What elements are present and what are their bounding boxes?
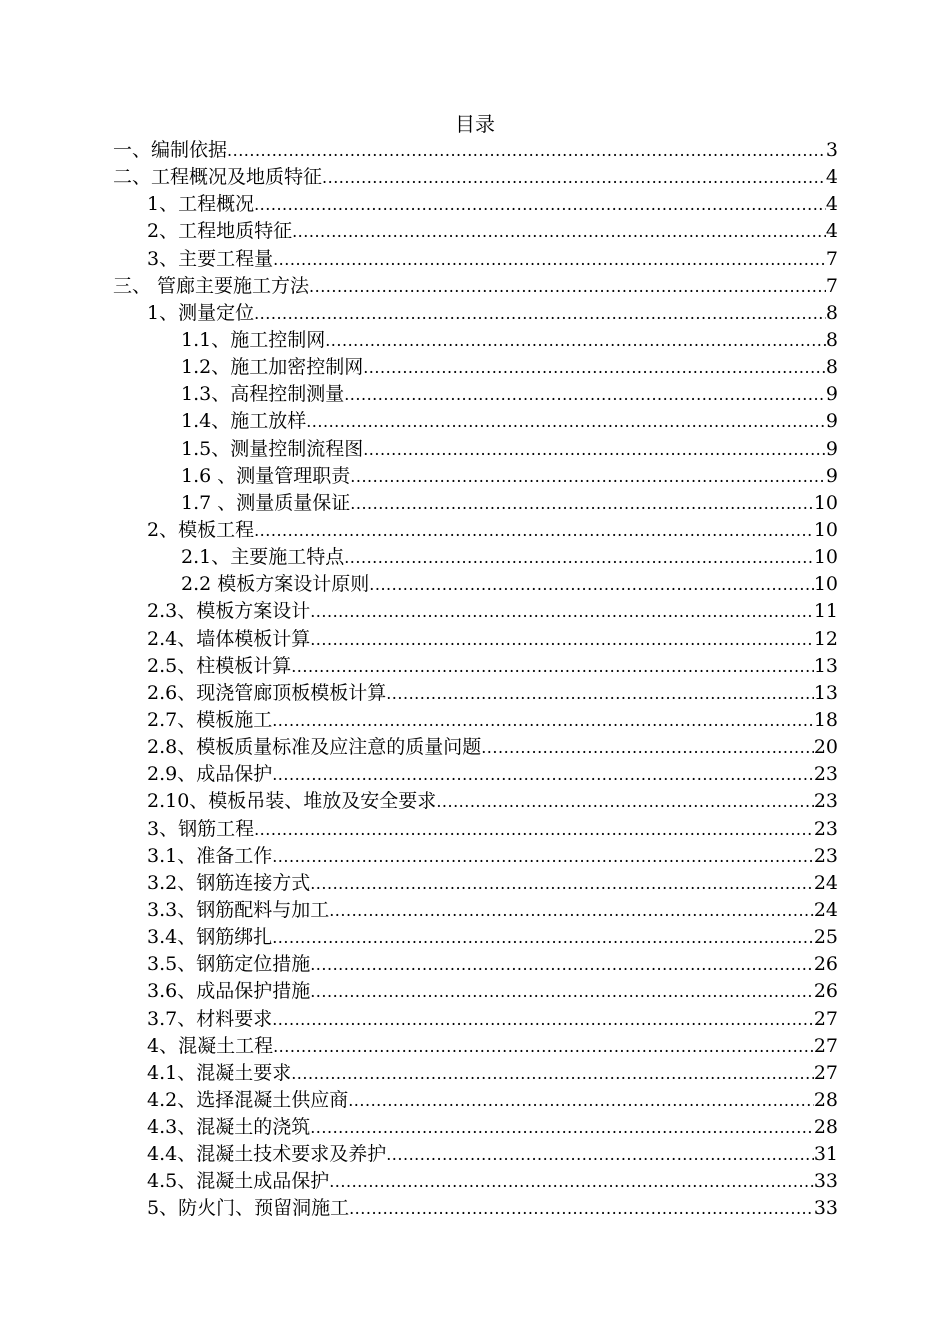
toc-entry[interactable]: [113, 1114, 838, 1141]
toc-title: 目录: [455, 112, 495, 136]
toc-entry-text: 3.6、成品保护措施: [147, 980, 311, 1003]
toc-entry-text: 2.2 模板方案设计原则: [181, 573, 370, 596]
toc-page-number: 28: [813, 1088, 838, 1111]
toc-page-number: 9: [825, 383, 838, 406]
toc-entry-text: 4.2、选择混凝土供应商: [147, 1088, 349, 1111]
toc-page-number: 23: [813, 763, 838, 786]
toc-page-number: 10: [813, 491, 838, 514]
toc-entry-text: 4、混凝土工程: [147, 1034, 274, 1057]
toc-entry-text: 1、测量定位: [147, 301, 255, 324]
toc-entry[interactable]: [113, 490, 838, 517]
toc-entry[interactable]: [113, 327, 838, 354]
toc-dot-leader: [349, 1195, 814, 1222]
toc-entry[interactable]: [113, 1195, 838, 1222]
toc-entry-text: 1.7 、测量质量保证: [181, 491, 351, 514]
toc-entry-text: 1.3、高程控制测量: [181, 383, 345, 406]
toc-entry[interactable]: [113, 653, 838, 680]
toc-entry[interactable]: [113, 816, 838, 843]
toc-page-number: 7: [825, 274, 838, 297]
toc-entry[interactable]: [113, 734, 838, 761]
toc-dot-leader: [329, 897, 814, 924]
toc-entry[interactable]: [113, 517, 838, 544]
toc-page-number: 9: [825, 410, 838, 433]
toc-page-number: 31: [813, 1143, 838, 1166]
toc-page-number: 33: [813, 1197, 838, 1220]
toc-dot-leader: [309, 273, 826, 300]
toc-entry-text: 1.1、施工控制网: [181, 328, 326, 351]
toc-entry[interactable]: [113, 1168, 838, 1195]
toc-entry-text: 2.8、模板质量标准及应注意的质量问题: [147, 736, 482, 759]
toc-entry[interactable]: [113, 463, 838, 490]
toc-entry-text: 2.4、墙体模板计算: [147, 627, 311, 650]
toc-page-number: 7: [825, 247, 838, 270]
toc-entry[interactable]: [113, 897, 838, 924]
toc-entry-text: 3.4、钢筋绑扎: [147, 926, 273, 949]
toc-page-number: 23: [813, 817, 838, 840]
toc-dot-leader: [272, 843, 814, 870]
toc-entry[interactable]: [113, 843, 838, 870]
toc-page-number: 27: [813, 1034, 838, 1057]
toc-entry-text: 二、工程概况及地质特征: [113, 166, 323, 189]
toc-entry-text: 3.1、准备工作: [147, 844, 273, 867]
toc-entry[interactable]: [113, 218, 838, 245]
toc-dot-leader: [273, 1033, 814, 1060]
toc-dot-leader: [272, 924, 814, 951]
toc-dot-leader: [348, 1087, 814, 1114]
toc-dot-leader: [292, 218, 826, 245]
toc-dot-leader: [363, 436, 826, 463]
toc-entry-text: 4.3、混凝土的浇筑: [147, 1116, 311, 1139]
toc-dot-leader: [254, 816, 814, 843]
toc-list: [113, 137, 838, 1223]
toc-entry-text: 2.3、模板方案设计: [147, 600, 311, 623]
toc-dot-leader: [310, 626, 814, 653]
toc-entry[interactable]: [113, 354, 838, 381]
toc-page-number: 25: [813, 926, 838, 949]
toc-dot-leader: [363, 354, 826, 381]
toc-page-number: 4: [825, 220, 838, 243]
toc-dot-leader: [272, 707, 814, 734]
toc-entry[interactable]: [113, 1087, 838, 1114]
toc-entry-text: 三、 管廊主要施工方法: [113, 274, 310, 297]
toc-entry[interactable]: [113, 381, 838, 408]
toc-page-number: 4: [825, 166, 838, 189]
toc-entry[interactable]: [113, 1006, 838, 1033]
toc-entry-text: 3.2、钢筋连接方式: [147, 871, 311, 894]
toc-entry[interactable]: [113, 788, 838, 815]
toc-dot-leader: [329, 1168, 814, 1195]
toc-dot-leader: [254, 300, 826, 327]
toc-dot-leader: [254, 517, 814, 544]
toc-entry[interactable]: [113, 300, 838, 327]
toc-dot-leader: [322, 164, 826, 191]
toc-page-number: 26: [813, 980, 838, 1003]
toc-entry[interactable]: [113, 680, 838, 707]
toc-entry-text: 2.9、成品保护: [147, 763, 273, 786]
toc-dot-leader: [272, 761, 814, 788]
toc-entry[interactable]: [113, 571, 838, 598]
toc-entry-text: 3、钢筋工程: [147, 817, 255, 840]
toc-entry[interactable]: [113, 1033, 838, 1060]
toc-entry-text: 4.1、混凝土要求: [147, 1061, 292, 1084]
toc-page-number: 13: [813, 654, 838, 677]
toc-entry-text: 2.5、柱模板计算: [147, 654, 292, 677]
toc-entry-text: 2、模板工程: [147, 518, 255, 541]
toc-entry[interactable]: [113, 191, 838, 218]
toc-entry-text: 5、防火门、预留洞施工: [147, 1197, 350, 1220]
toc-entry-text: 3、主要工程量: [147, 247, 274, 270]
toc-entry-text: 3.7、材料要求: [147, 1007, 273, 1030]
toc-dot-leader: [386, 1141, 814, 1168]
toc-entry-text: 2.6、现浇管廊顶板模板计算: [147, 681, 387, 704]
toc-page-number: 24: [813, 898, 838, 921]
toc-dot-leader: [227, 137, 826, 164]
toc-page-number: 12: [813, 627, 838, 650]
toc-entry[interactable]: [113, 1060, 838, 1087]
toc-page-number: 8: [825, 356, 838, 379]
toc-page-number: 4: [825, 193, 838, 216]
toc-dot-leader: [306, 408, 826, 435]
toc-page-number: 10: [813, 573, 838, 596]
toc-entry-text: 1.4、施工放样: [181, 410, 307, 433]
toc-entry-text: 1、工程概况: [147, 193, 255, 216]
toc-entry[interactable]: [113, 246, 838, 273]
toc-page-number: 24: [813, 871, 838, 894]
toc-entry-text: 2.7、模板施工: [147, 708, 273, 731]
toc-entry-text: 4.5、混凝土成品保护: [147, 1170, 330, 1193]
toc-entry-text: 3.5、钢筋定位措施: [147, 953, 311, 976]
toc-entry[interactable]: [113, 707, 838, 734]
toc-page-number: 23: [813, 844, 838, 867]
toc-entry[interactable]: [113, 870, 838, 897]
toc-dot-leader: [344, 544, 814, 571]
toc-entry[interactable]: [113, 273, 838, 300]
toc-page-number: 27: [813, 1007, 838, 1030]
toc-page-number: 28: [813, 1116, 838, 1139]
toc-page-number: 13: [813, 681, 838, 704]
toc-dot-leader: [273, 246, 826, 273]
toc-page-number: 8: [825, 301, 838, 324]
toc-page-number: 10: [813, 518, 838, 541]
toc-page-number: 26: [813, 953, 838, 976]
toc-page-number: 11: [813, 600, 838, 623]
toc-page-number: 23: [813, 790, 838, 813]
toc-entry[interactable]: [113, 924, 838, 951]
toc-page-number: 3: [825, 139, 838, 161]
toc-page-number: 33: [813, 1170, 838, 1193]
toc-entry-text: 1.2、施工加密控制网: [181, 356, 364, 379]
toc-entry[interactable]: [113, 1141, 838, 1168]
toc-dot-leader: [350, 490, 814, 517]
toc-entry[interactable]: [113, 137, 838, 164]
toc-dot-leader: [350, 463, 826, 490]
toc-dot-leader: [291, 653, 814, 680]
toc-entry[interactable]: [113, 626, 838, 653]
toc-dot-leader: [272, 1006, 814, 1033]
toc-page-number: 8: [825, 328, 838, 351]
toc-entry-text: 4.4、混凝土技术要求及养护: [147, 1143, 387, 1166]
toc-entry[interactable]: [113, 761, 838, 788]
toc-dot-leader: [436, 788, 814, 815]
toc-entry[interactable]: [113, 951, 838, 978]
toc-entry-text: 一、编制依据: [113, 139, 228, 161]
toc-dot-leader: [310, 598, 814, 625]
toc-page-number: 18: [813, 708, 838, 731]
toc-entry[interactable]: [113, 978, 838, 1005]
toc-page-number: 9: [825, 437, 838, 460]
toc-page-number: 10: [813, 546, 838, 569]
toc-entry-text: 1.5、测量控制流程图: [181, 437, 364, 460]
toc-dot-leader: [291, 1060, 814, 1087]
toc-page-number: 9: [825, 464, 838, 487]
toc-page-number: 20: [813, 736, 838, 759]
toc-dot-leader: [386, 680, 814, 707]
toc-entry[interactable]: [113, 544, 838, 571]
toc-dot-leader: [310, 951, 814, 978]
toc-entry-text: 1.6 、测量管理职责: [181, 464, 351, 487]
toc-entry[interactable]: [113, 164, 838, 191]
toc-dot-leader: [310, 1114, 814, 1141]
toc-entry-text: 2.10、模板吊装、堆放及安全要求: [147, 790, 437, 813]
toc-dot-leader: [254, 191, 826, 218]
toc-dot-leader: [481, 734, 814, 761]
toc-page-number: 27: [813, 1061, 838, 1084]
toc-dot-leader: [344, 381, 826, 408]
toc-dot-leader: [369, 571, 814, 598]
toc-entry-text: 2、工程地质特征: [147, 220, 293, 243]
toc-entry[interactable]: [113, 598, 838, 625]
toc-entry-text: 2.1、主要施工特点: [181, 546, 345, 569]
toc-entry-text: 3.3、钢筋配料与加工: [147, 898, 330, 921]
toc-dot-leader: [325, 327, 826, 354]
toc-entry[interactable]: [113, 408, 838, 435]
toc-dot-leader: [310, 870, 814, 897]
toc-dot-leader: [310, 978, 814, 1005]
toc-entry[interactable]: [113, 436, 838, 463]
